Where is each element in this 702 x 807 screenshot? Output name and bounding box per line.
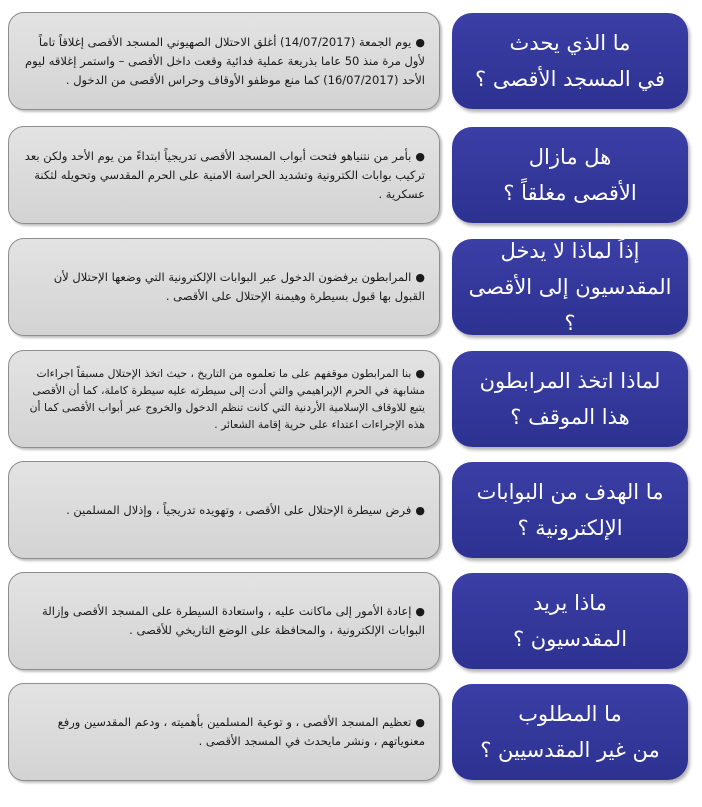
- answer-box: [8, 461, 440, 559]
- bullet-icon: ●: [415, 605, 425, 618]
- bullet-icon: ●: [415, 149, 425, 163]
- bullet-icon: ●: [415, 271, 425, 284]
- question-text: [513, 585, 627, 657]
- answer-text: [21, 147, 425, 204]
- answer-text: [21, 365, 425, 433]
- answer-text: [21, 268, 425, 306]
- qa-row-1: [0, 12, 702, 110]
- answer-text: [21, 33, 425, 90]
- answer-content: بنا المرابطون موقفهم على ما تعلموه من التاريخ ، حيث اتخذ الإحتلال مسبقاً اجراءات مشابهة في الحرم الإبراهيمي والتي أدت إلى سيطرته عليه سيطرة كاملة، كما أن الأقصى يتبع للاوقاف الإسلامية الأردنية التي كانت تنظم الدخول والخروج عبر أبواب الأقصى كما أن هذه الإجراءات اعتداء على حرية إقامة الشعائر .: [29, 367, 425, 431]
- answer-box: [8, 350, 440, 448]
- question-line-2: المقدسيون ؟: [512, 627, 628, 651]
- answer-content: تعظيم المسجد الأقصى ، و توعية المسلمين بأهميته ، ودعم المقدسين ورفع معنوياتهم ، ونشر مايحدث في المسجد الأقصى .: [57, 715, 425, 748]
- answer-text: [21, 602, 425, 640]
- qa-row-4: [0, 350, 702, 448]
- question-box: [452, 351, 688, 447]
- question-line-2: في المسجد الأقصى ؟: [475, 67, 665, 91]
- answer-text: [21, 501, 425, 520]
- question-line-1: ماذا يريد: [533, 591, 607, 615]
- question-text: [503, 139, 636, 211]
- answer-content: المرابطون يرفضون الدخول عبر البوابات الإلكترونية التي وضعها الإحتلال لأن القبول بها قبول بسيطرة وهيمنة الإحتلال على الأقصى .: [53, 270, 425, 303]
- answer-text: [21, 713, 425, 751]
- answer-content: يوم الجمعة (14/07/2017) أغلق الاحتلال الصهيوني المسجد الأقصى إغلاقاً تاماً لأول مرة منذ 50 عاما بذريعة عملية فدائية وقعت داخل الأقصى – واستمر إغلاقه ليوم الأحد (16/07/2017) كما منع موظفو الأوقاف وحراس الأقصى من الدخول .: [25, 34, 425, 87]
- question-line-1: ما الهدف من البوابات: [476, 480, 664, 504]
- bullet-icon: ●: [415, 716, 425, 729]
- bullet-icon: ●: [415, 35, 425, 49]
- question-line-2: من غير المقدسيين ؟: [480, 738, 660, 762]
- answer-content: إعادة الأمور إلى ماكانت عليه ، واستعادة السيطرة على المسجد الأقصى وإزالة البوابات الإلكترونية ، والمحافظة على الوضع التاريخي للأقصى .: [42, 604, 425, 637]
- question-text: [480, 696, 660, 768]
- question-text: [480, 363, 661, 435]
- question-box: [452, 573, 688, 669]
- question-text: [477, 474, 664, 546]
- question-line-1: ما المطلوب: [518, 702, 622, 726]
- qa-row-2: [0, 126, 702, 224]
- question-line-1: ما الذي يحدث: [509, 31, 631, 55]
- answer-box: [8, 683, 440, 781]
- answer-box: [8, 238, 440, 336]
- question-box: [452, 127, 688, 223]
- question-line-1: إذاً لماذا لا يدخل: [500, 239, 640, 263]
- question-line-2: هذا الموقف ؟: [510, 405, 630, 429]
- question-line-2: الأقصى مغلقاً ؟: [503, 181, 637, 205]
- answer-content: فرض سيطرة الإحتلال على الأقصى ، وتهويده تدريجياً ، وإذلال المسلمين .: [66, 502, 412, 517]
- answer-box: [8, 12, 440, 110]
- question-box: [452, 239, 688, 335]
- question-line-1: لماذا اتخذ المرابطون: [479, 369, 661, 393]
- question-text: [462, 233, 678, 341]
- bullet-icon: ●: [415, 367, 425, 380]
- question-line-2: الإلكترونية ؟: [517, 516, 623, 540]
- bullet-icon: ●: [415, 503, 425, 517]
- qa-row-3: [0, 238, 702, 336]
- question-line-1: هل مازال: [528, 145, 612, 169]
- qa-row-6: [0, 572, 702, 670]
- answer-box: [8, 572, 440, 670]
- question-line-2: المقدسيون إلى الأقصى ؟: [468, 275, 672, 335]
- question-text: [475, 25, 665, 97]
- answer-content: بأمر من نتنياهو فتحت أبواب المسجد الأقصى تدريجياً ابتداءً من يوم الأحد ولكن بعد تركيب بوابات الكترونية وتشديد الحراسة الامنية على الحرم المقدسي وتحويله لثكنة عسكرية .: [24, 148, 425, 201]
- question-box: [452, 684, 688, 780]
- answer-box: [8, 126, 440, 224]
- question-box: [452, 462, 688, 558]
- qa-row-7: [0, 683, 702, 781]
- question-box: [452, 13, 688, 109]
- qa-row-5: [0, 461, 702, 559]
